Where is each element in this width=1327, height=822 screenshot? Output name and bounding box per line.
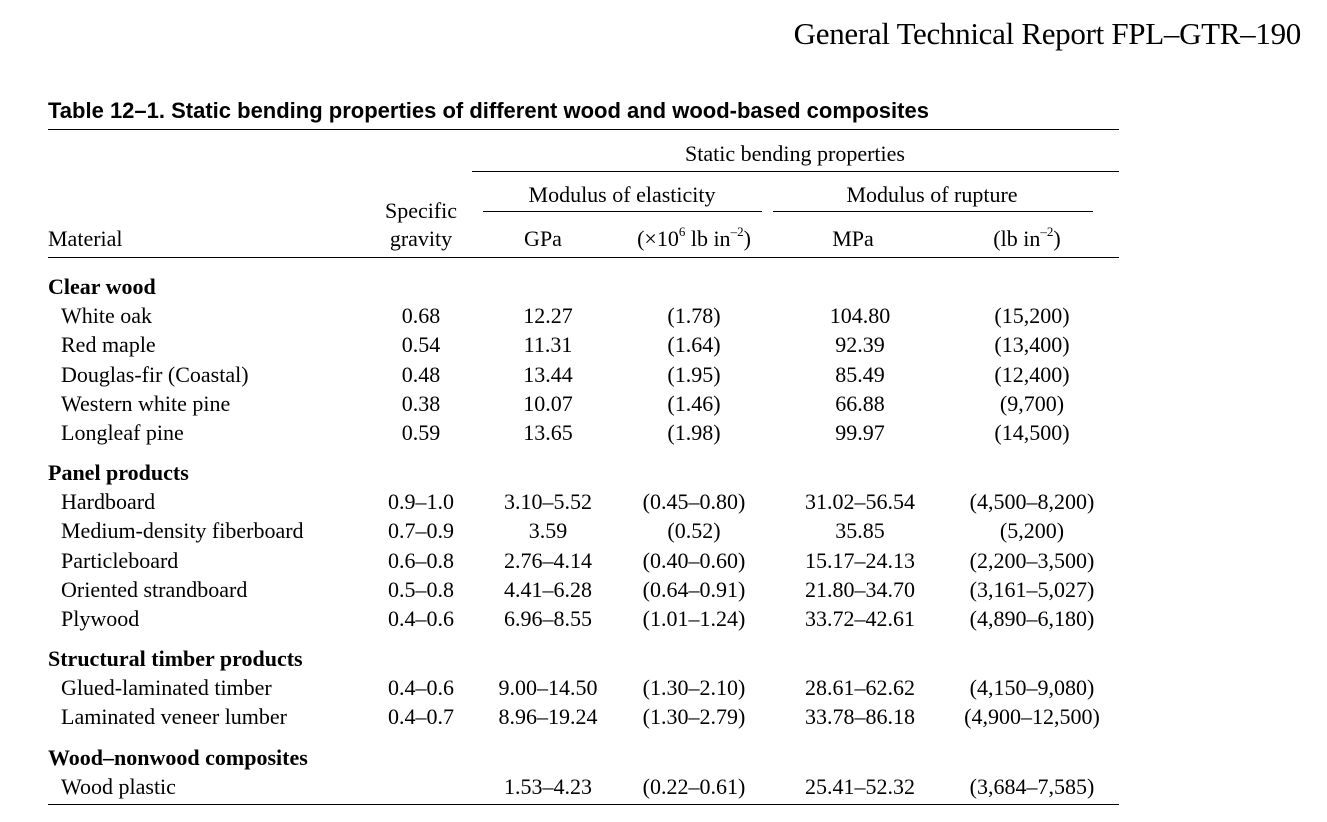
cell-moe-gpa: 1.53–4.23 [504, 774, 592, 800]
col-sg-header-line2: gravity [389, 226, 453, 251]
cell-material: Wood plastic [61, 774, 176, 800]
cell-moe-lb: (0.22–0.61) [642, 774, 746, 800]
cell-moe-lb: (0.64–0.91) [642, 576, 746, 602]
cell-moe-gpa: 11.31 [523, 332, 573, 358]
cell-material: Western white pine [61, 390, 231, 416]
cell-mor-mpa: 92.39 [835, 332, 885, 358]
cell-material: Glued-laminated timber [61, 675, 272, 701]
cell-moe-lb: (1.95) [667, 361, 721, 387]
table-title: Table 12–1. Static bending properties of different wood and wood-based composites [48, 98, 929, 123]
cell-specific-gravity: 0.7–0.9 [388, 518, 454, 544]
cell-mor-mpa: 31.02–56.54 [805, 489, 915, 515]
cell-mor-mpa: 99.97 [835, 420, 885, 445]
cell-moe-gpa: 13.44 [523, 361, 573, 387]
cell-specific-gravity: 0.38 [401, 390, 441, 416]
cell-specific-gravity: 0.4–0.6 [388, 606, 454, 631]
col-mor-lb-header: (lb $in^{-2}$) [993, 223, 1061, 251]
cell-moe-gpa: 2.76–4.14 [504, 547, 592, 573]
cell-material: Oriented strandboard [61, 576, 248, 602]
cell-moe-gpa: 10.07 [523, 390, 573, 416]
moe-header: Modulus of elasticity [528, 182, 716, 207]
cell-moe-lb: (1.30–2.10) [642, 675, 746, 701]
cell-mor-lb: (9,700) [999, 390, 1065, 416]
cell-specific-gravity: 0.6–0.8 [388, 547, 454, 573]
cell-mor-mpa: 66.88 [835, 390, 885, 416]
cell-mor-lb: (12,400) [994, 361, 1070, 387]
report-header: General Technical Report FPL–GTR–190 [793, 16, 1301, 51]
cell-moe-lb: (1.46) [667, 390, 721, 416]
cell-mor-lb: (3,161–5,027) [969, 576, 1095, 602]
cell-moe-gpa: 3.10–5.52 [504, 489, 592, 515]
cell-material: Particleboard [61, 547, 179, 573]
cell-mor-mpa: 33.72–42.61 [805, 606, 915, 631]
cell-mor-lb: (3,684–7,585) [969, 774, 1095, 800]
group-header: Static bending properties [685, 141, 905, 166]
cell-material: Red maple [61, 332, 156, 358]
cell-specific-gravity: 0.48 [401, 361, 441, 387]
cell-mor-lb: (5,200) [999, 518, 1065, 544]
cell-mor-mpa: 104.80 [829, 303, 891, 329]
cell-moe-gpa: 4.41–6.28 [504, 576, 592, 602]
cell-mor-mpa: 21.80–34.70 [805, 576, 915, 602]
cell-mor-lb: (13,400) [994, 332, 1070, 358]
section-heading: Wood–nonwood composites [48, 745, 308, 770]
cell-mor-lb: (4,890–6,180) [969, 606, 1095, 631]
mor-header: Modulus of rupture [846, 182, 1018, 207]
cell-moe-lb: (0.52) [667, 518, 721, 544]
cell-mor-lb: (14,500) [994, 420, 1070, 445]
cell-moe-lb: (1.01–1.24) [642, 606, 746, 631]
col-moe-lb-header: ($\times 10^6$ lb $in^{-2}$) [637, 223, 751, 251]
col-gpa-header: GPa [524, 226, 562, 251]
cell-material: White oak [61, 303, 153, 329]
cell-material: Laminated veneer lumber [61, 704, 288, 730]
cell-material: Hardboard [61, 489, 156, 515]
col-material-header: Material [48, 226, 123, 251]
cell-specific-gravity: 0.4–0.7 [388, 704, 454, 730]
cell-moe-lb: (0.40–0.60) [642, 547, 746, 573]
col-mpa-header: MPa [832, 226, 874, 251]
cell-material: Medium-density fiberboard [61, 518, 304, 544]
cell-mor-lb: (4,500–8,200) [969, 489, 1095, 515]
cell-material: Douglas-fir (Coastal) [61, 361, 249, 387]
cell-specific-gravity: 0.4–0.6 [388, 675, 454, 701]
cell-moe-lb: (1.98) [667, 420, 721, 445]
cell-specific-gravity: 0.5–0.8 [388, 576, 454, 602]
cell-mor-lb: (4,900–12,500) [964, 704, 1100, 730]
cell-moe-gpa: 3.59 [528, 518, 568, 544]
cell-material: Longleaf pine [61, 420, 184, 445]
cell-specific-gravity: 0.54 [401, 332, 441, 358]
cell-moe-lb: (1.30–2.79) [642, 704, 746, 730]
cell-moe-lb: (1.64) [667, 332, 721, 358]
cell-specific-gravity: 0.59 [401, 420, 441, 445]
cell-moe-gpa: 13.65 [523, 420, 573, 445]
section-heading: Panel products [48, 460, 189, 485]
cell-mor-mpa: 85.49 [835, 361, 885, 387]
section-heading: Clear wood [48, 274, 156, 299]
cell-moe-gpa: 6.96–8.55 [504, 606, 592, 631]
cell-material: Plywood [61, 606, 140, 631]
cell-mor-lb: (15,200) [994, 303, 1070, 329]
cell-moe-lb: (1.78) [667, 303, 721, 329]
cell-mor-mpa: 25.41–52.32 [805, 774, 915, 800]
section-heading: Structural timber products [48, 646, 303, 671]
cell-mor-mpa: 15.17–24.13 [805, 547, 915, 573]
cell-moe-gpa: 8.96–19.24 [498, 704, 598, 730]
cell-moe-gpa: 9.00–14.50 [498, 675, 598, 701]
cell-moe-gpa: 12.27 [523, 303, 573, 329]
cell-moe-lb: (0.45–0.80) [642, 489, 746, 515]
cell-mor-lb: (4,150–9,080) [969, 675, 1095, 701]
cell-mor-mpa: 28.61–62.62 [805, 675, 915, 701]
cell-specific-gravity: 0.9–1.0 [388, 489, 454, 515]
cell-mor-mpa: 35.85 [835, 518, 885, 544]
cell-mor-mpa: 33.78–86.18 [805, 704, 915, 730]
cell-specific-gravity: 0.68 [401, 303, 441, 329]
col-sg-header-line1: Specific [384, 198, 458, 223]
cell-mor-lb: (2,200–3,500) [969, 547, 1095, 573]
